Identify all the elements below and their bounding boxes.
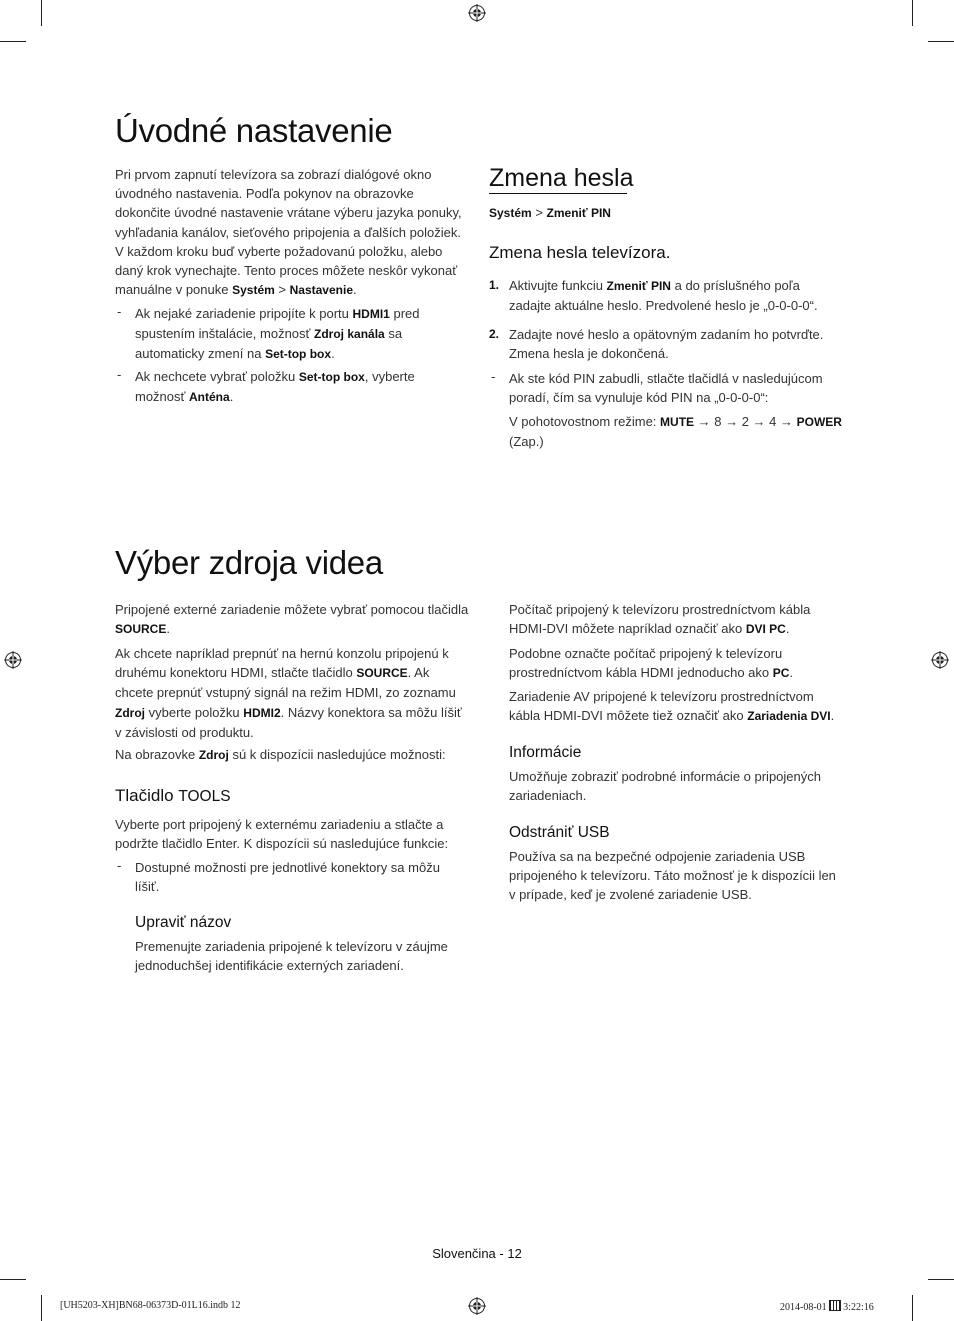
step-number: 2.: [489, 327, 500, 341]
tools-bullet: Dostupné možnosti pre jednotlivé konektory sa môžu líšiť.: [135, 860, 440, 895]
crop-mark: [41, 0, 42, 26]
standby-sequence: V pohotovostnom režime: MUTE → 8 → 2 → 4 → POWER (Zap.): [509, 414, 842, 450]
crop-mark: [928, 1279, 954, 1280]
step-1: Aktivujte funkciu Zmeniť PIN a do príslušného poľa zadajte aktuálne heslo. Predvolené heslo je „0-0-0-0“.: [509, 278, 818, 314]
bullet-dash: -: [117, 304, 122, 319]
title-underline: [489, 193, 627, 194]
registration-mark-icon: [931, 651, 949, 669]
pin-reset-note: Ak ste kód PIN zabudli, stlačte tlačidlá v nasledujúcom poradí, čím sa vynuluje kód PIN na „0-0-0-0“:: [509, 371, 823, 406]
section-title-uvodne: Úvodné nastavenie: [115, 112, 393, 149]
odstranit-usb-paragraph: Používa sa na bezpečné odpojenie zariadenia USB pripojeného k televízoru. Táto možnosť je k dispozícii len v prípade, keď je zvolené zariadenie USB.: [509, 849, 836, 903]
crop-mark: [928, 41, 954, 42]
registration-mark-icon: [468, 4, 486, 22]
crop-mark: [912, 0, 913, 26]
bullet-dash: -: [117, 367, 122, 382]
tools-paragraph: Vyberte port pripojený k externému zariadeniu a stlačte a podržte tlačidlo Enter. K dispozícii sú nasledujúce funkcie:: [115, 817, 449, 852]
subsection-title-upravit: Upraviť názov: [135, 914, 232, 931]
vyber-paragraph-2: Ak chcete napríklad prepnúť na hernú konzolu pripojenú k druhému konektoru HDMI, stlačte tlačidlo SOURCE. Ak chcete prepnúť vstupný signál na režim HDMI, zo zoznamu Zdroj vyberte položku HDMI2. Názvy konektora sa môžu líšiť v závislosti od produktu.: [115, 646, 462, 740]
upravit-paragraph: Premenujte zariadenia pripojené k televízoru v záujme jednoduchšej identifikácie externých zariadení.: [135, 939, 448, 974]
subsection-title-informacie: Informácie: [509, 744, 582, 761]
section-title-zmena-hesla: Zmena hesla: [489, 164, 634, 192]
bullet-dash: -: [117, 858, 122, 873]
registration-mark-icon: [468, 1297, 486, 1315]
right-paragraph-3: Zariadenie AV pripojené k televízoru prostredníctvom kábla HDMI-DVI môžete tiež označiť ako Zariadenia DVI.: [509, 689, 835, 724]
footer-timestamp: 2014-08-01 3:22:16: [780, 1302, 874, 1313]
vyber-paragraph-3: Na obrazovke Zdroj sú k dispozícii nasledujúce možnosti:: [115, 747, 446, 762]
registration-mark-icon: [4, 651, 22, 669]
informacie-paragraph: Umožňuje zobraziť podrobné informácie o pripojených zariadeniach.: [509, 769, 821, 804]
crop-mark: [41, 1295, 42, 1321]
ampm-glyph-icon: [829, 1300, 841, 1311]
bullet-dash: -: [491, 369, 496, 384]
crop-mark: [912, 1295, 913, 1321]
uvodne-bullet-2: Ak nechcete vybrať položku Set-top box, vyberte možnosť Anténa.: [135, 369, 415, 405]
page-number: Slovenčina - 12: [432, 1246, 522, 1261]
uvodne-bullet-1: Ak nejaké zariadenie pripojíte k portu HDMI1 pred spustením inštalácie, možnosť Zdroj kanála sa automaticky zmení na Set-top box.: [135, 306, 420, 362]
step-number: 1.: [489, 278, 500, 292]
section-title-vyber-zdroja: Výber zdroja videa: [115, 544, 383, 581]
footer-file-info: [UH5203-XH]BN68-06373D-01L16.indb 12: [60, 1300, 241, 1311]
vyber-paragraph-1: Pripojené externé zariadenie môžete vybrať pomocou tlačidla SOURCE.: [115, 602, 469, 637]
uvodne-intro: Pri prvom zapnutí televízora sa zobrazí dialógové okno úvodného nastavenia. Podľa pokynov na obrazovke dokončite úvodné nastavenie vrátane výberu jazyka ponuky, vyhľadania kanálov, sieťového pripojenia a ďalších položiek. V každom kroku buď vyberte požadovanú položku, alebo daný krok vynechajte. Tento proces môžete neskôr vykonať manuálne v ponuke Systém > Nastavenie.: [115, 167, 462, 298]
right-paragraph-2: Podobne označte počítač pripojený k televízoru prostredníctvom kábla HDMI jednoducho ako PC.: [509, 646, 794, 681]
crop-mark: [0, 1279, 26, 1280]
subsection-title: Zmena hesla televízora.: [489, 243, 671, 262]
crop-mark: [0, 41, 26, 42]
subsection-title-odstranit-usb: Odstrániť USB: [509, 824, 610, 841]
menu-path: Systém > Zmeniť PIN: [489, 205, 611, 220]
step-2: Zadajte nové heslo a opätovným zadaním ho potvrďte. Zmena hesla je dokončená.: [509, 327, 824, 362]
subsection-title-tools: Tlačidlo TOOLS: [115, 786, 231, 805]
right-paragraph-1: Počítač pripojený k televízoru prostredníctvom kábla HDMI-DVI môžete napríklad označiť ako DVI PC.: [509, 602, 811, 637]
